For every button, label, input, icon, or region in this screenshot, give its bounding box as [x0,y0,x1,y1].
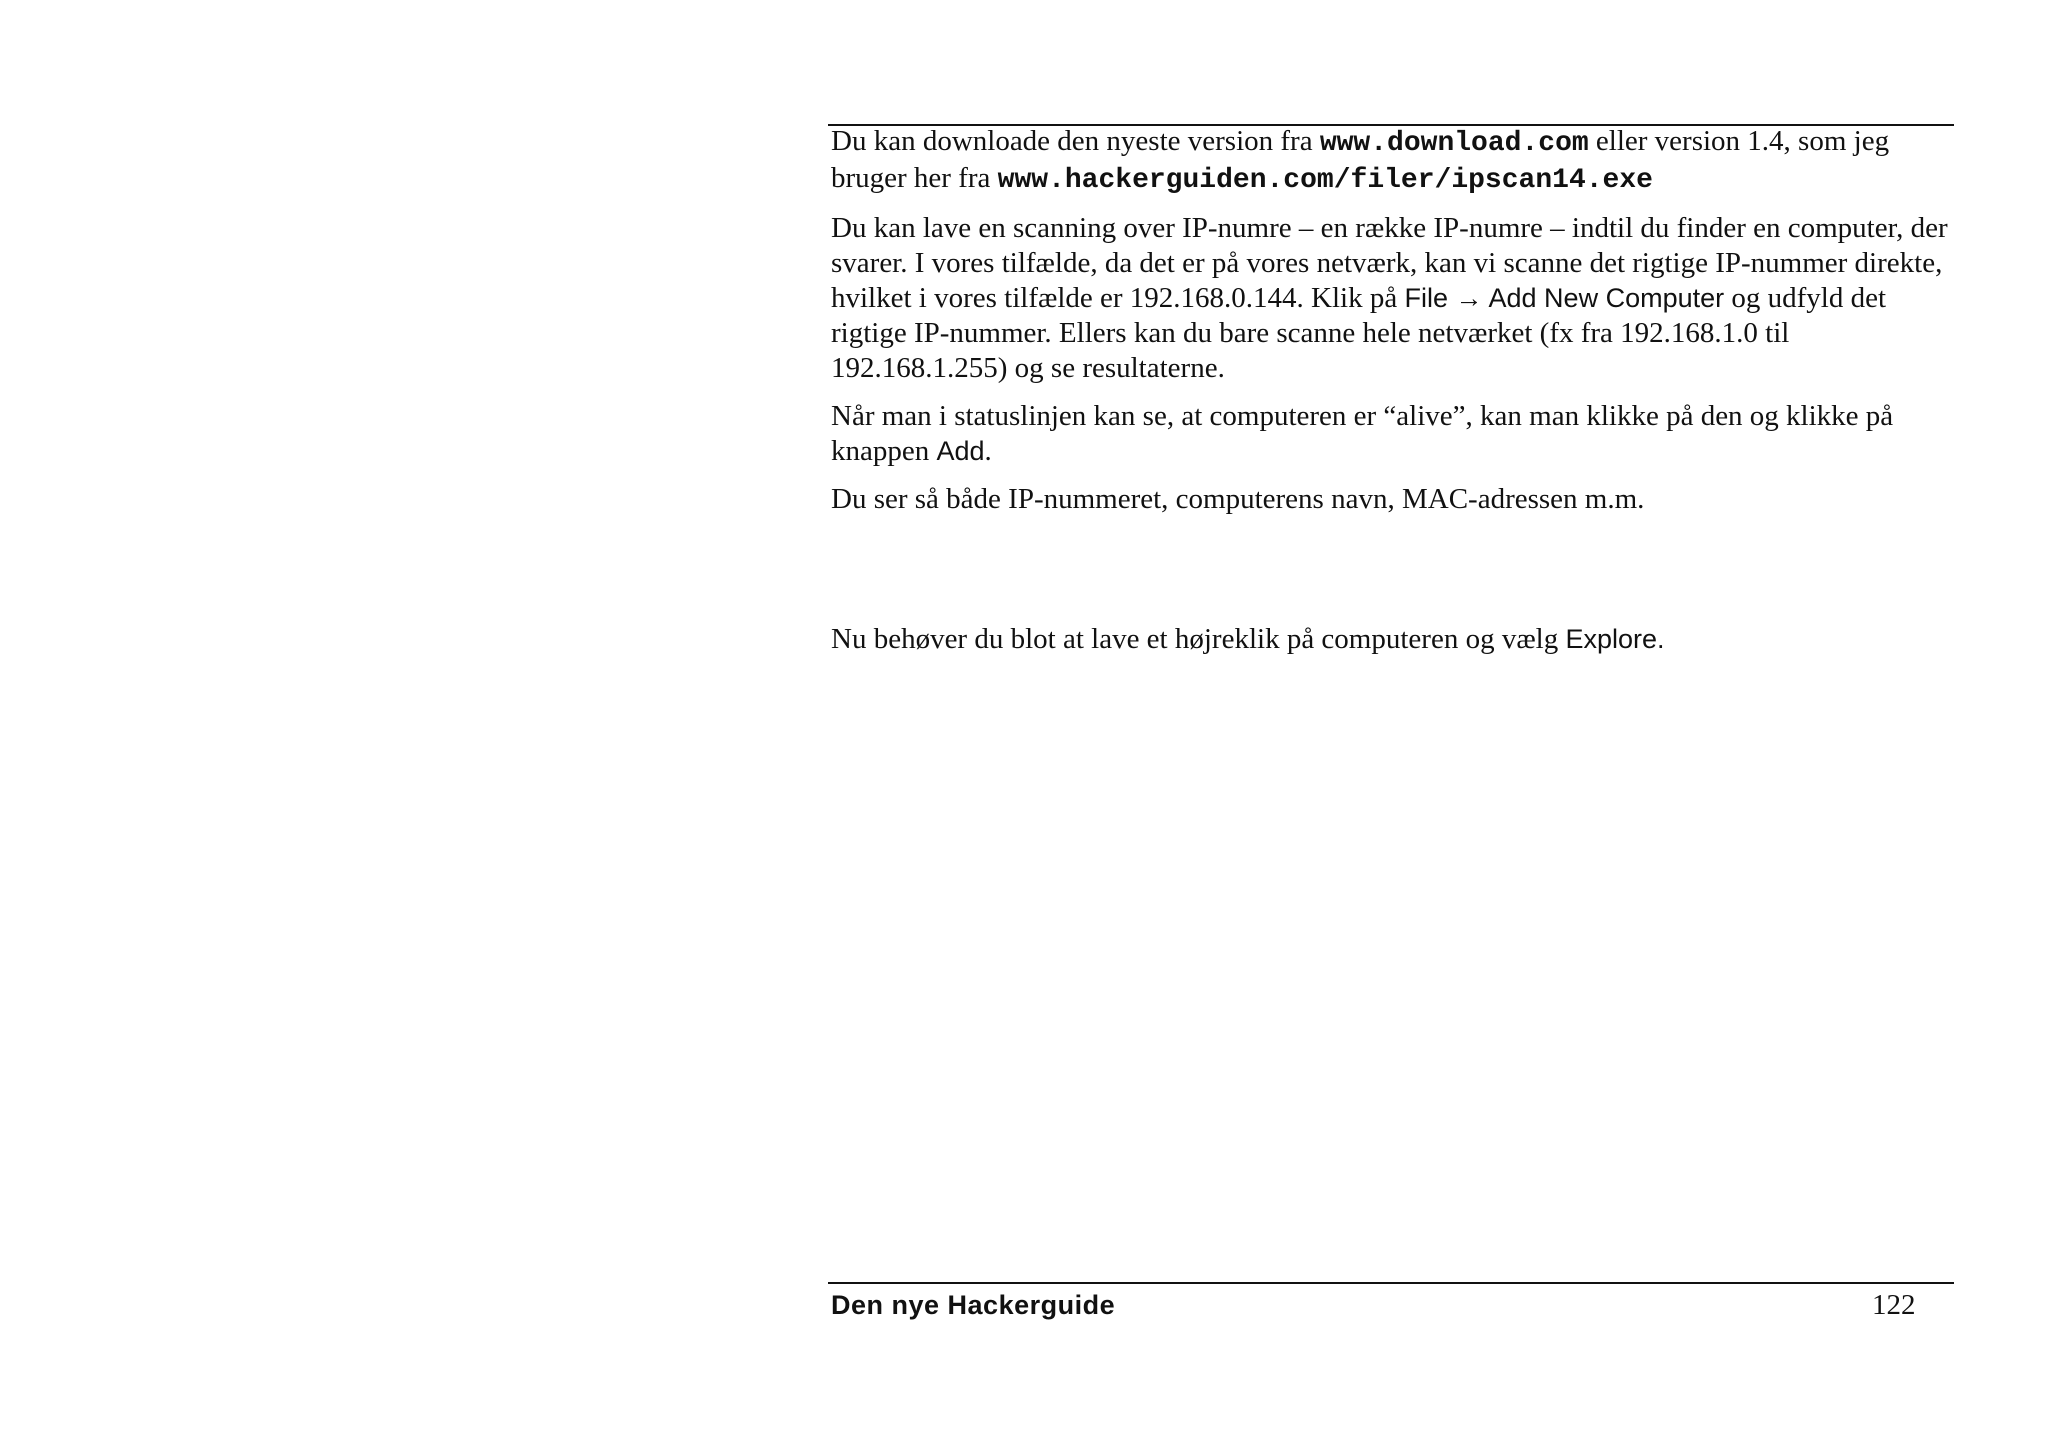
text: Nu behøver du blot at lave et højreklik på computeren og vælg [831,623,1566,655]
menu-explore-label: Explore. [1565,624,1665,654]
text: Når man i statuslinjen kan se, at computeren er “alive”, kan man klikke på den og klikke på knappen [831,400,1894,467]
arrow-right-icon: → [1448,283,1489,313]
menu-add-new-computer-label: Add New Computer [1488,283,1725,313]
paragraph-scan [831,211,1953,386]
footer-book-title: Den nye Hackerguide [831,1290,1116,1320]
add-button-label: Add [936,436,985,466]
menu-file-label: File [1404,283,1448,313]
text: . [984,435,992,467]
paragraph-download [831,124,1953,198]
main-text [831,124,1953,530]
text: eller version 1.4, som jeg bruger her fra [831,125,1890,194]
text: og udfyld det rigtige IP-nummer. Ellers kan du bare scanne hele netværket (fx fra 192.168.1.0 til 192.168.1.255) og se resultaterne. [831,282,1887,384]
paragraph-result [831,482,1953,517]
footer-rule [828,1282,1954,1284]
text: Du kan downloade den nyeste version fra [831,125,1320,157]
paragraph-alive [831,399,1953,469]
paragraph-explore [831,622,1953,657]
page-number: 122 [1872,1289,1916,1321]
download-link-text: www.download.com [1319,128,1589,159]
text: Du kan lave en scanning over IP-numre – en række IP-numre – indtil du finder en computer, der svarer. I vores tilfælde, da det er på vores netværk, kan vi scanne det rigtige IP-nummer direkte, hvilket i vores tilfælde er 192.168.0.144. Klik på [831,212,1948,314]
ipscan-link-text: www.hackerguiden.com/filer/ipscan14.exe [997,165,1653,196]
text: Du ser så både IP-nummeret, computerens navn, MAC-adressen m.m. [831,483,1645,515]
